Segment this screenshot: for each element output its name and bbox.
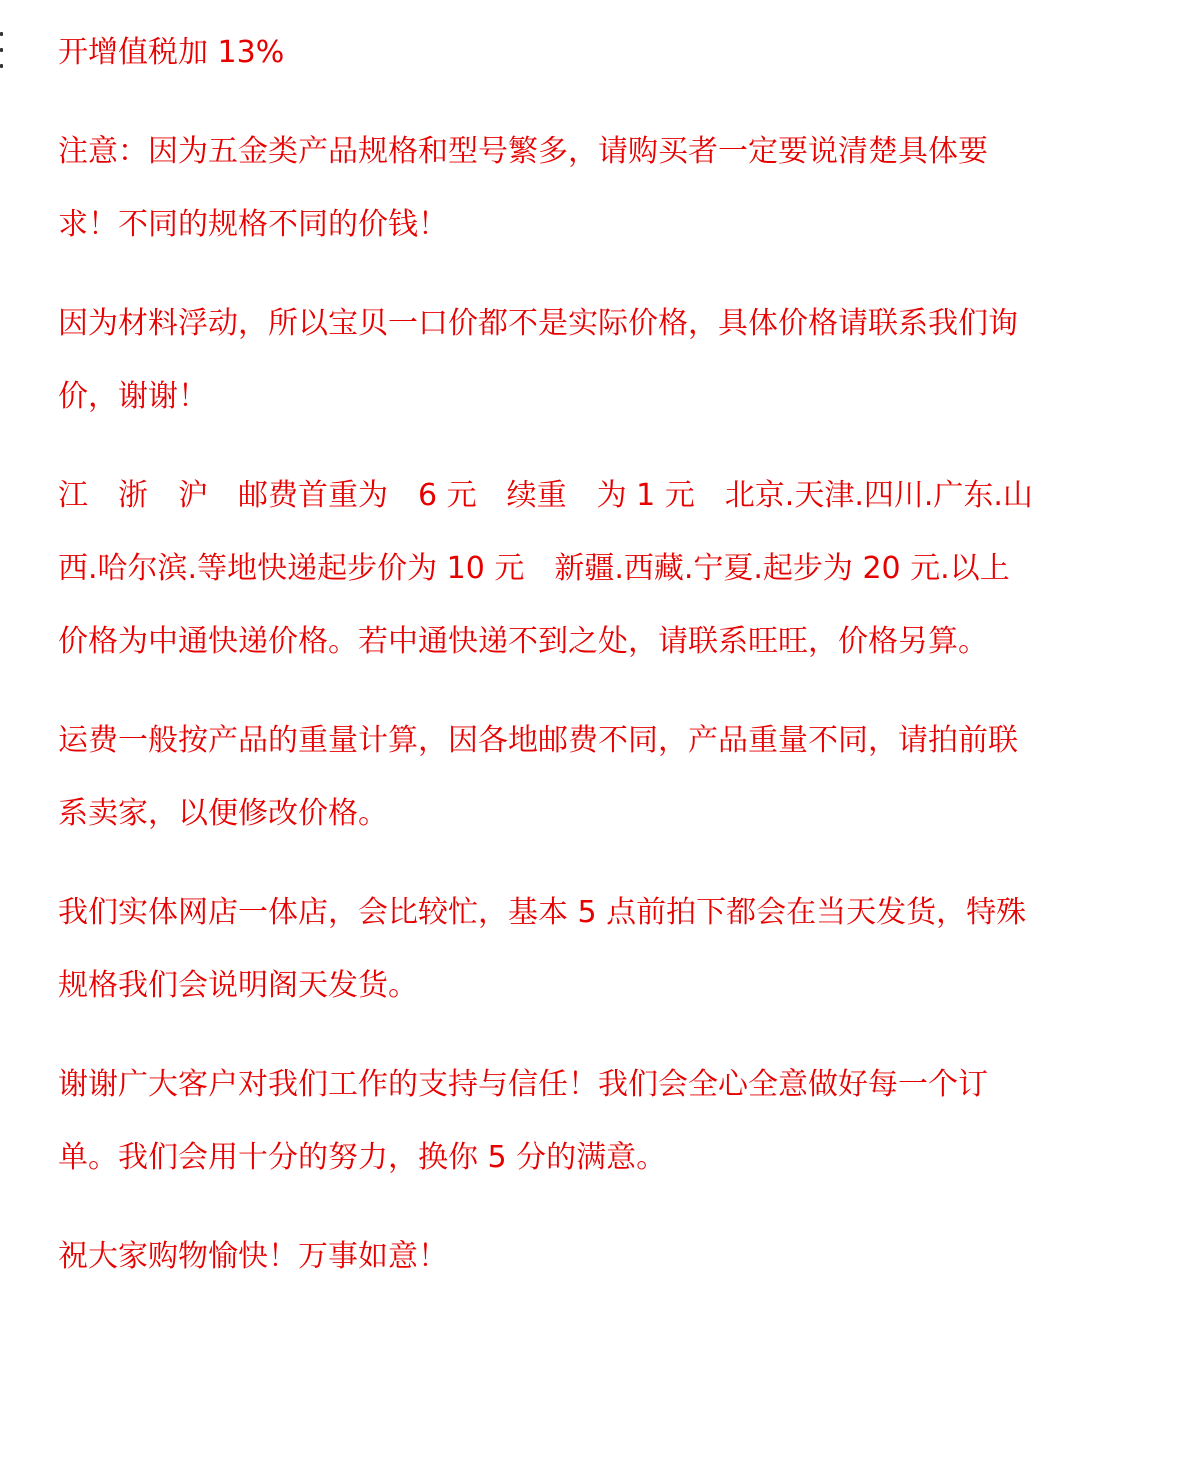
dot-icon [0,32,3,36]
spec-warning: 注意：因为五金类产品规格和型号繁多，请购买者一定要说清楚具体要求！不同的规格不同的价钱！ [58,134,988,242]
dispatch-note: 我们实体网店一体店，会比较忙，基本 5 点前拍下都会在当天发货，特殊规格我们会说明阁天发货。 [58,895,1027,1003]
vat-note: 开增值税加 13% [58,35,285,70]
thanks-note: 谢谢广大客户对我们工作的支持与信任！我们会全心全意做好每一个订单。我们会用十分的努力，换你 5 分的满意。 [58,1067,988,1175]
scroll-handle-icon[interactable] [0,32,4,68]
shipping-rates: 江 浙 沪 邮费首重为 6 元 续重 为 1 元 北京.天津.四川.广东.山西.哈尔滨.等地快递起步价为 10 元 新疆.西藏.宁夏.起步为 20 元.以上价格为中通快递价格。若中通快递不到之处，请联系旺旺，价格另算。 [58,478,1033,659]
price-note: 因为材料浮动，所以宝贝一口价都不是实际价格，具体价格请联系我们询价，谢谢！ [58,306,1018,414]
notice-body [58,16,1038,1293]
freight-note: 运费一般按产品的重量计算，因各地邮费不同，产品重量不同，请拍前联系卖家，以便修改价格。 [58,723,1018,831]
closing-wish: 祝大家购物愉快！万事如意！ [58,1239,448,1274]
dot-icon [0,48,3,52]
dot-icon [0,64,3,68]
